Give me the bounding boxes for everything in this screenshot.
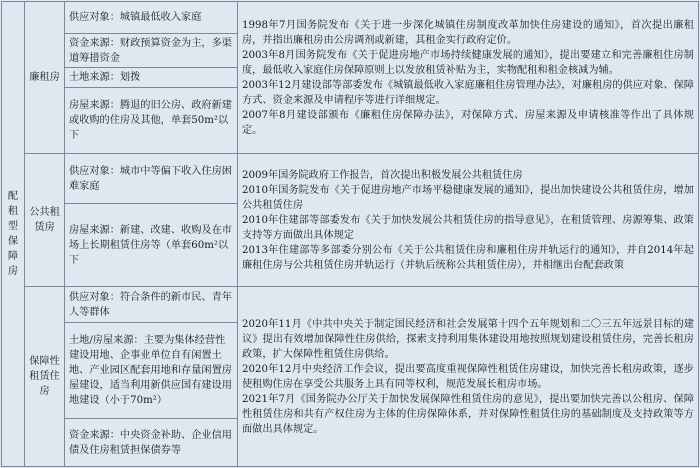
detail-cell — [65, 287, 238, 323]
events-cell — [238, 154, 699, 287]
section-name: 保障性租赁住房 — [29, 356, 60, 397]
table-row — [2, 154, 699, 204]
detail-text: 房屋来源：腾退的旧公房、政府新建或收购的住房及其他，单套50m²以下 — [69, 100, 232, 141]
events-cell — [238, 2, 699, 154]
detail-text: 土地/房屋来源：主要为集体经营性建设用地、企事业单位自有闲置土地、产业园区配套用地和存量闲置房屋建设，适当利用新供应国有建设用地建设（小于70m²） — [69, 335, 232, 406]
main-category-cell — [2, 2, 25, 467]
policy-event: 2021年7月《国务院办公厅关于加快发展保障性租赁住房的意见》，提出要加快完善以公租房、保障性租赁住房和共有产权住房为主体的住房保障体系，并对保障性租赁住房的基础制度及支持政策等方面做出具体规定。 — [242, 393, 694, 435]
table-row — [2, 287, 699, 323]
policy-event: 2010年住建部等部委发布《关于加快发展公共租赁住房的指导意见》，在租赁管理、房源筹集、政策支持等方面做出具体规定 — [242, 214, 694, 241]
policy-event: 2020年11月《中共中央关于制定国民经济和社会发展第十四个五年规划和二〇三五年远景目标的建议》提出有效增加保障性住房供给，探索支持利用集体建设用地按照规划建设租赁住房，完善长租房政策，扩大保障性租赁住房供给。 — [242, 318, 694, 360]
section-name-cell — [25, 154, 65, 287]
section-name: 公共租赁房 — [29, 207, 60, 233]
policy-event: 2013年住建部等多部委分别公布《关于公共租赁住房和廉租住房并轨运行的通知》，并自2014年起廉租住房与公共租赁住房并轨运行（并轨后统称公共租赁住房），并相继出台配套政策 — [242, 244, 694, 271]
detail-cell — [65, 34, 238, 68]
detail-cell — [65, 154, 238, 204]
table-row — [2, 2, 699, 34]
policy-event: 2020年12月中央经济工作会议，提出要高度重视保障性租赁住房建设，加快完善长租房政策，逐步使租购住房在享受公共服务上具有同等权利，规范发展长租房市场。 — [242, 363, 694, 390]
events-cell — [238, 287, 699, 467]
detail-cell — [65, 2, 238, 34]
detail-text: 供应对象：城市中等偏下收入住房困难家庭 — [69, 165, 232, 192]
policy-event: 2007年8月建设部颁布《廉租住房保障办法》，对保障方式、房屋来源及申请核准等作出了具体规定。 — [242, 109, 694, 136]
detail-text: 资金来源：财政预算资金为主，多渠道筹措资金 — [69, 37, 232, 64]
detail-cell — [65, 88, 238, 154]
main-category-label: 配租型保障房 — [7, 191, 19, 277]
detail-text: 房屋来源：新建、改建、收购及在市场上长期租赁住房等（单套60m²以下 — [69, 224, 232, 266]
housing-policy-table — [1, 1, 699, 467]
section-name-cell — [25, 287, 65, 467]
section-name-cell — [25, 2, 65, 154]
detail-cell — [65, 323, 238, 419]
policy-event: 2003年12月建设部等部委发布《城镇最低收入家庭廉租住房管理办法》，对廉租房的供应对象、保障方式、资金来源及申请程序等进行详细规定。 — [242, 79, 694, 106]
policy-event: 2009年国务院政府工作报告，首次提出积极发展公共租赁住房 — [242, 169, 523, 181]
policy-event: 1998年7月国务院发布《关于进一步深化城镇住房制度改革加快住房建设的通知》，首次提出廉租房，并指出廉租房由公房调剂或新建，其租金实行政府定价。 — [242, 19, 694, 46]
detail-cell — [65, 204, 238, 287]
detail-cell — [65, 68, 238, 88]
section-name: 廉租房 — [29, 72, 60, 83]
policy-event: 2003年8月国务院发布《关于促进房地产市场持续健康发展的通知》，提出要建立和完善廉租住房制度，最低收入家庭住房保障原则上以发放租赁补贴为主，实物配租和租金核减为辅。 — [242, 49, 694, 76]
policy-event: 2010年国务院发布《关于促进房地产市场平稳健康发展的通知》，提出加快建设公共租赁住房，增加公共租赁住房 — [242, 184, 694, 211]
detail-cell — [65, 419, 238, 467]
detail-text: 供应对象：城镇最低收入家庭 — [69, 12, 202, 23]
detail-text: 供应对象：符合条件的新市民、青年人等群体 — [69, 291, 232, 318]
detail-text: 资金来源：中央资金补助、企业信用债及住房租赁担保债券等 — [69, 429, 232, 456]
detail-text: 土地来源：划拨 — [69, 72, 141, 83]
